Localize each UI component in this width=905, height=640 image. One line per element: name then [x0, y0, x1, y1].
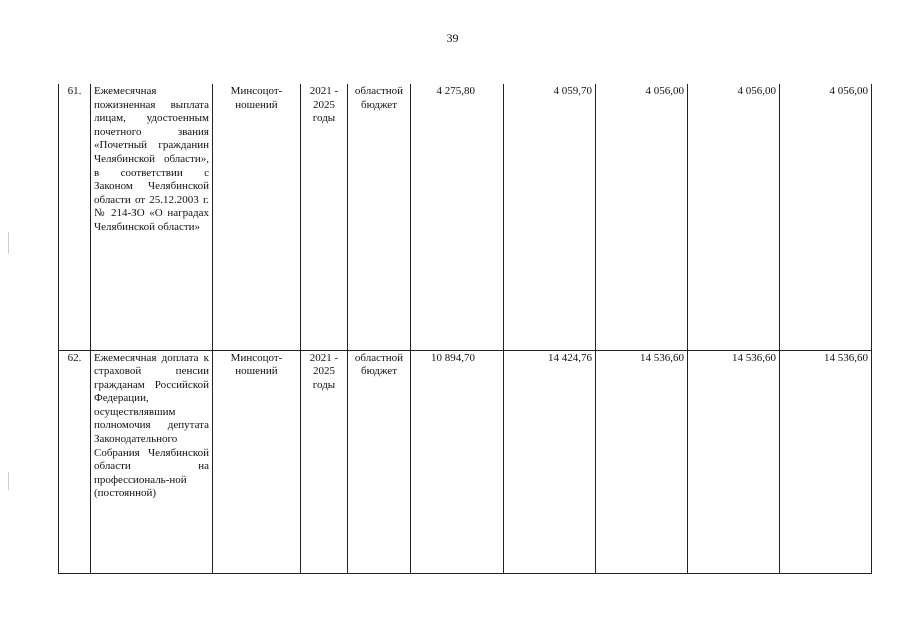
table-row [59, 84, 872, 350]
row-number: 62. [59, 350, 91, 573]
measure-description: Ежемесячная доплата к страховой пенсии гражданам Российской Федерации, осуществлявшим полномочия депутата Законодательного Собрания Челябинской области на профессиональ-ной (постоянной) [91, 350, 213, 573]
funding-source-cell: областной бюджет [348, 350, 411, 573]
amount-cell: 4 275,80 [411, 84, 504, 350]
amount-cell: 4 056,00 [596, 84, 688, 350]
executor-cell: Минсоцот-ношений [213, 350, 301, 573]
amount-cell: 4 056,00 [688, 84, 780, 350]
executor-cell: Минсоцот-ношений [213, 84, 301, 350]
amount-cell: 14 536,60 [780, 350, 872, 573]
amount-cell: 14 424,76 [504, 350, 596, 573]
amount-cell: 14 536,60 [596, 350, 688, 573]
budget-table [58, 84, 872, 574]
row-number: 61. [59, 84, 91, 350]
scan-artifact-line [8, 472, 9, 490]
amount-cell: 10 894,70 [411, 350, 504, 573]
page-number: 39 [446, 31, 459, 45]
amount-cell: 4 059,70 [504, 84, 596, 350]
measure-description: Ежемесячная пожизненная выплата лицам, удостоенным почетного звания «Почетный гражданин Челябинской области», в соответствии с Законом Челябинской области от 25.12.2003 г. № 214-ЗО «О наградах Челябинской области» [91, 84, 213, 350]
funding-source-cell: областной бюджет [348, 84, 411, 350]
amount-cell: 4 056,00 [780, 84, 872, 350]
table-row [59, 350, 872, 573]
period-cell: 2021 - 2025 годы [301, 350, 348, 573]
scan-artifact-line [8, 232, 9, 254]
period-cell: 2021 - 2025 годы [301, 84, 348, 350]
amount-cell: 14 536,60 [688, 350, 780, 573]
